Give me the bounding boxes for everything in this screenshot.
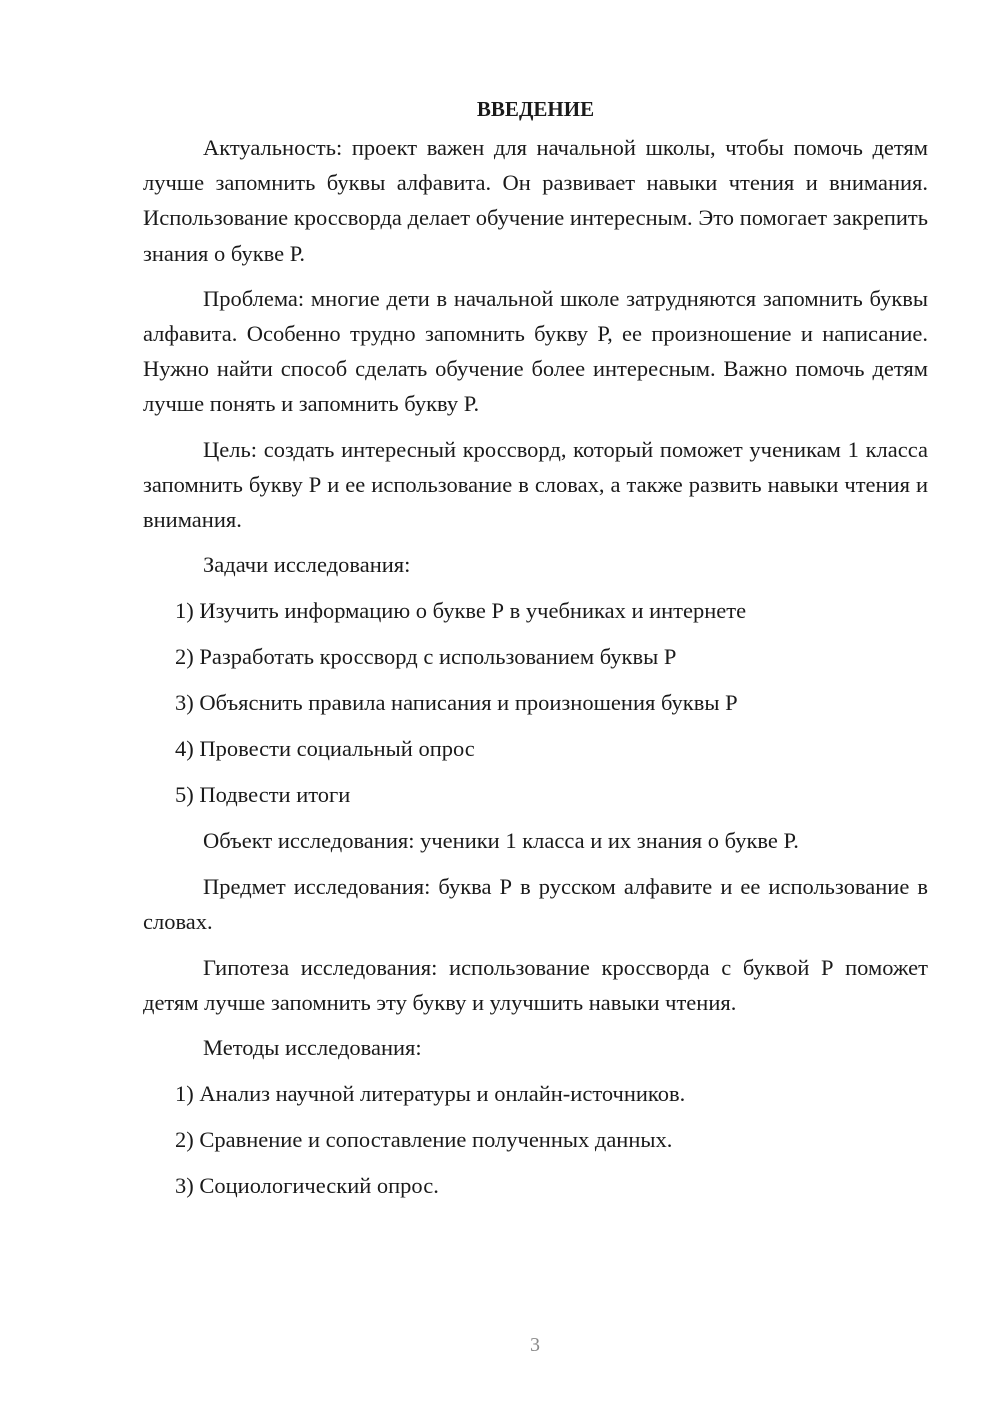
section-title: ВВЕДЕНИЕ bbox=[476, 97, 595, 121]
task-item: 4) Провести социальный опрос bbox=[175, 736, 475, 762]
relevance-paragraph: Актуальность: проект важен для начальной школы, чтобы помочь детям лучше запомнить буквы алфавита. Он развивает навыки чтения и внимания. Использование кроссворда делает обучение интересным. Это помогает закрепить знания о букве Р. bbox=[143, 135, 928, 266]
object-line: Объект исследования: ученики 1 класса и их знания о букве Р. bbox=[203, 828, 799, 854]
tasks-heading: Задачи исследования: bbox=[203, 552, 411, 578]
method-item: 2) Сравнение и сопоставление полученных данных. bbox=[175, 1127, 673, 1153]
document-page bbox=[143, 92, 928, 1214]
task-item: 3) Объяснить правила написания и произношения буквы Р bbox=[175, 690, 738, 716]
subject-paragraph: Предмет исследования: буква Р в русском алфавите и ее использование в словах. bbox=[143, 874, 928, 935]
methods-heading: Методы исследования: bbox=[203, 1035, 422, 1061]
task-item: 1) Изучить информацию о букве Р в учебниках и интернете bbox=[175, 598, 747, 624]
goal-paragraph: Цель: создать интересный кроссворд, который поможет ученикам 1 класса запомнить букву Р и ее использование в словах, а также развить навыки чтения и внимания. bbox=[143, 436, 928, 533]
problem-paragraph: Проблема: многие дети в начальной школе затрудняются запомнить буквы алфавита. Особенно трудно запомнить букву Р, ее произношение и написание. Нужно найти способ сделать обучение более интересным. Важно помочь детям лучше понять и запомнить букву Р. bbox=[143, 285, 928, 417]
hypothesis-paragraph: Гипотеза исследования: использование кроссворда с буквой Р поможет детям лучше запомнить эту букву и улучшить навыки чтения. bbox=[143, 954, 928, 1015]
task-item: 2) Разработать кроссворд с использованием буквы Р bbox=[175, 644, 677, 670]
method-item: 3) Социологический опрос. bbox=[175, 1173, 439, 1199]
method-item: 1) Анализ научной литературы и онлайн-источников. bbox=[175, 1081, 686, 1107]
page-number: 3 bbox=[530, 1334, 540, 1356]
task-item: 5) Подвести итоги bbox=[175, 782, 351, 808]
